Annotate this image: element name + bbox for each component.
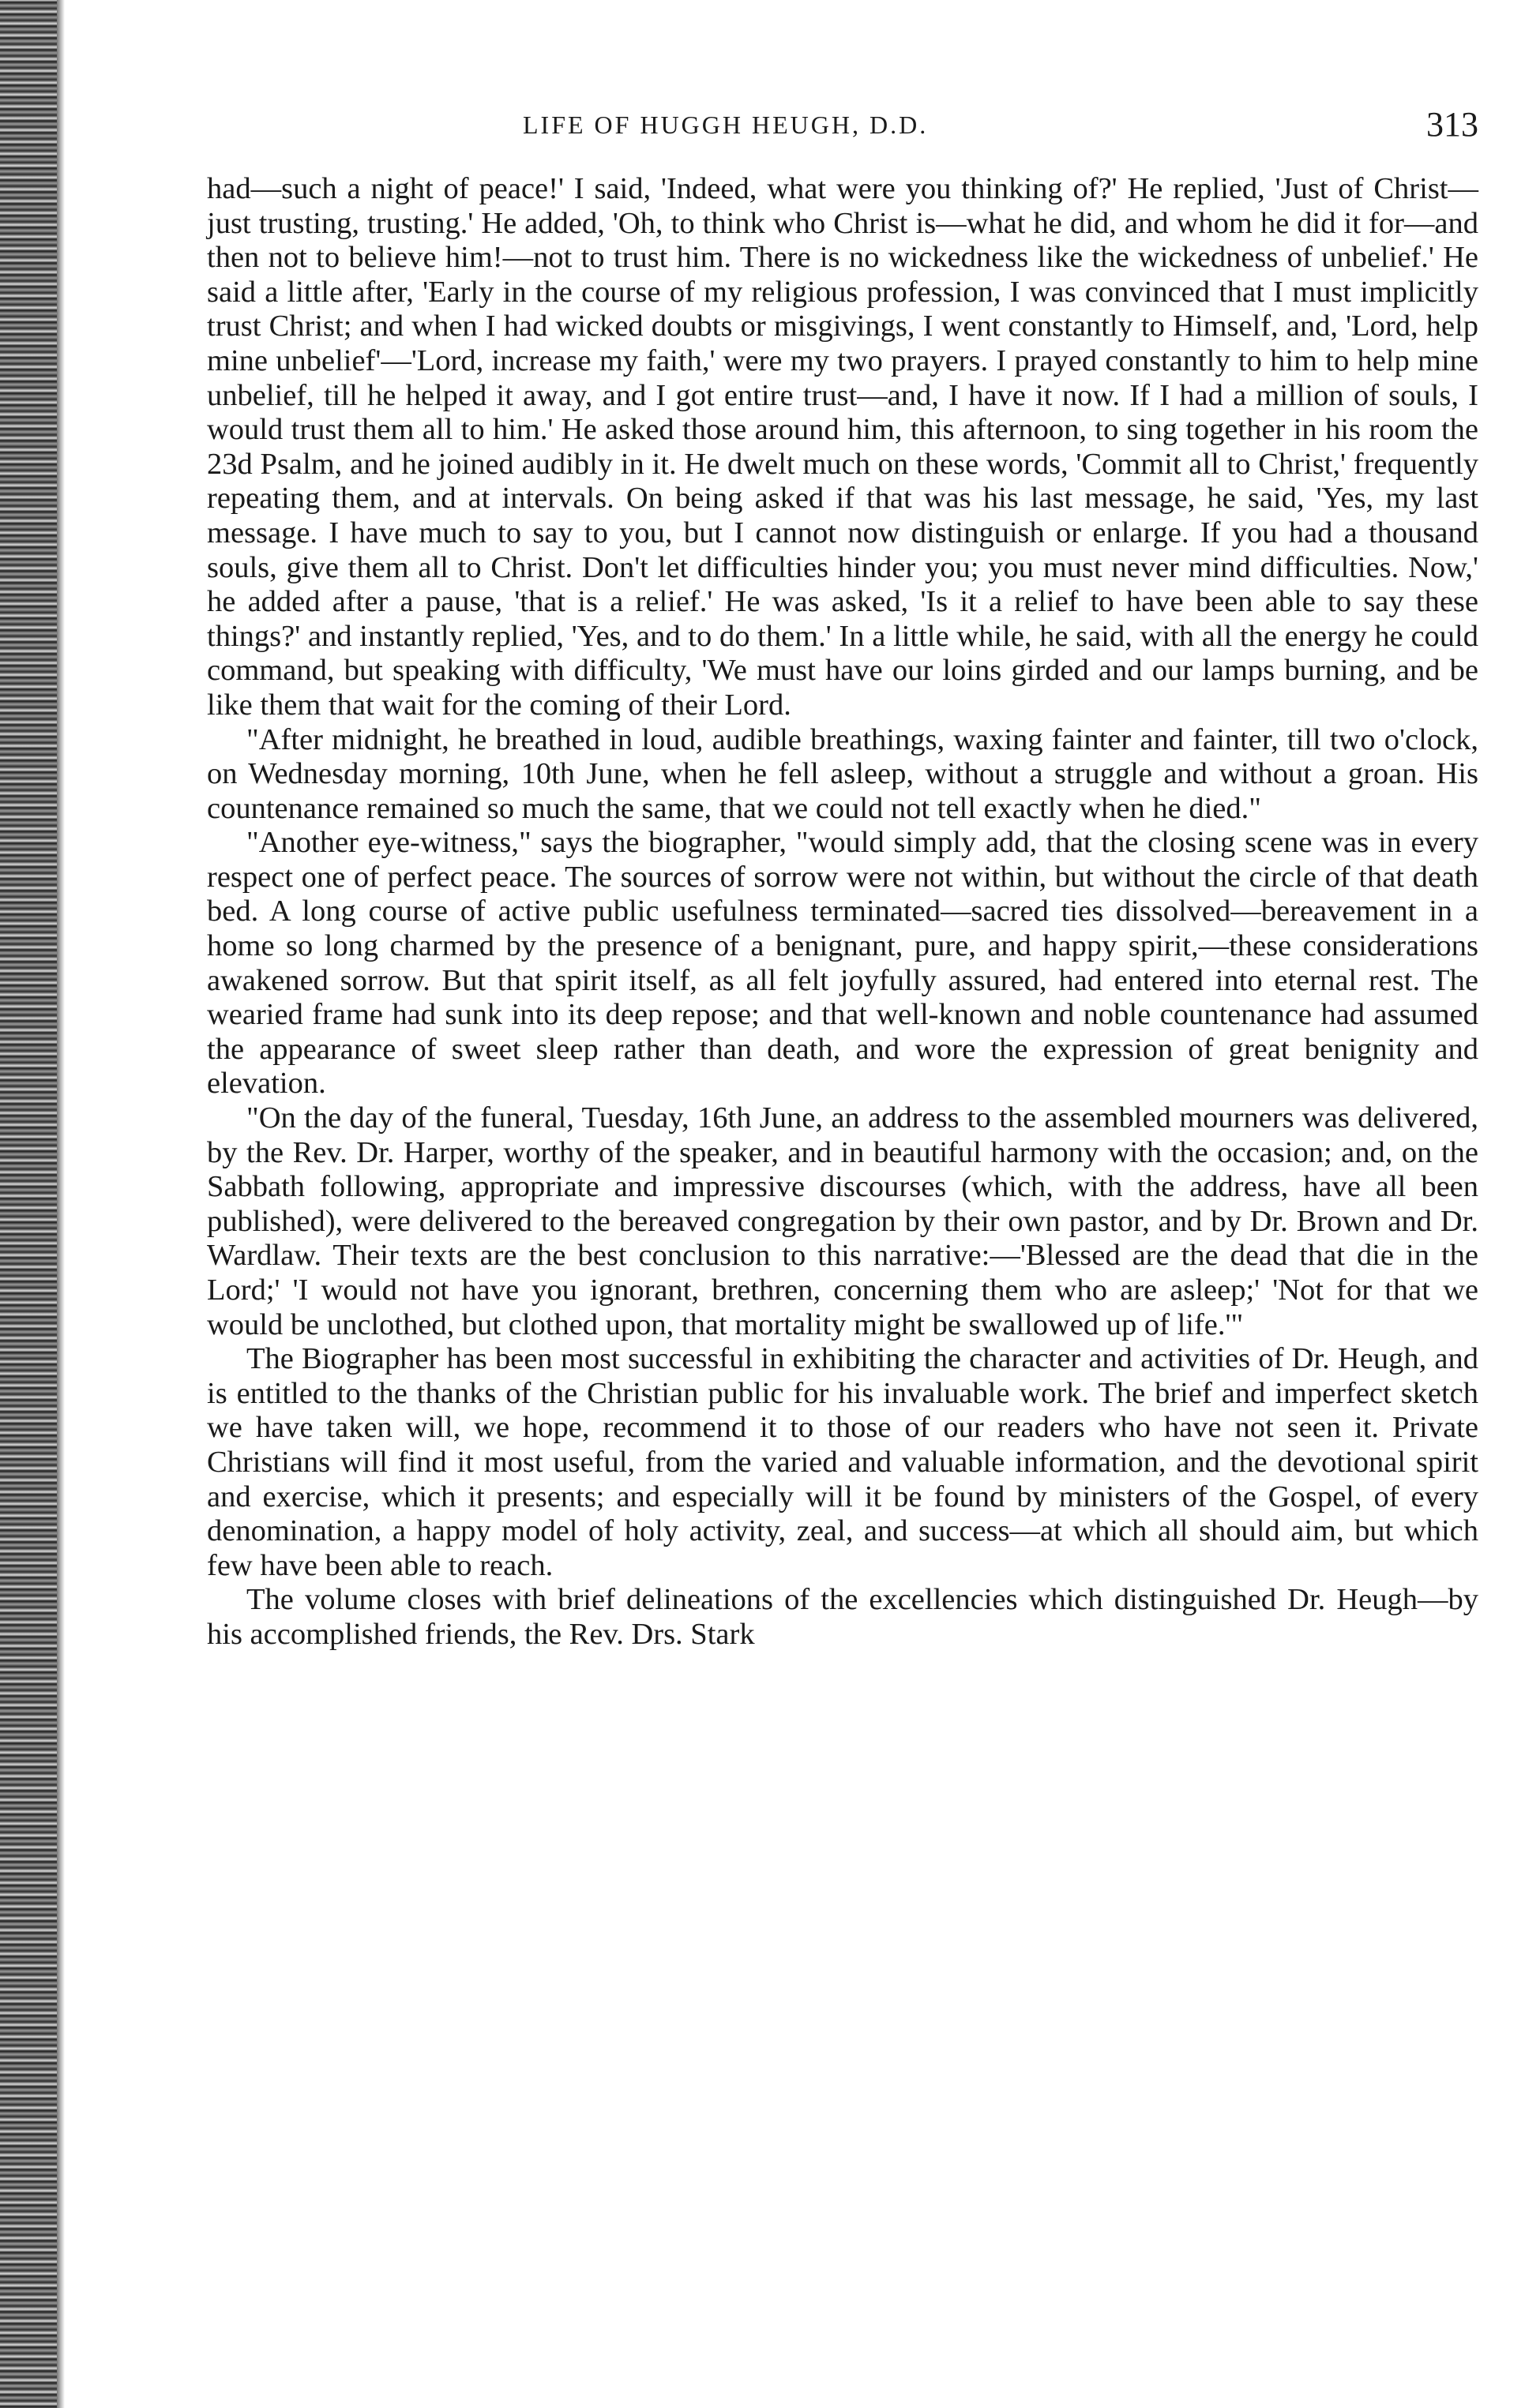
gutter-shadow (57, 0, 65, 2408)
paragraph: "Another eye-witness," says the biographer, "would simply add, that the closing scene was in every respect one of perfect peace. The sources of sorrow were not within, but without the circle of that death bed. A long course of active public usefulness terminated—sacred ties dissolved—bereavement in a home so long charmed by the presence of a benignant, pure, and happy spirit,—these considerations awakened sorrow. But that spirit itself, as all felt joyfully assured, had entered into eternal rest. The wearied frame had sunk into its deep repose; and that well-known and noble countenance had assumed the appearance of sweet sleep rather than death, and wore the expression of great benignity and elevation. (207, 826, 1478, 1101)
page-header (207, 105, 1478, 158)
paragraph: had—such a night of peace!' I said, 'Indeed, what were you thinking of?' He replied, 'Just of Christ—just trusting, trusting.' He added, 'Oh, to think who Christ is—what he did, and whom he did it for—and then not to believe him!—not to trust him. There is no wickedness like the wickedness of unbelief.' He said a little after, 'Early in the course of my religious profession, I was convinced that I must implicitly trust Christ; and when I had wicked doubts or misgivings, I went constantly to Himself, and, 'Lord, help mine unbelief'—'Lord, increase my faith,' were my two prayers. I prayed constantly to him to help mine unbelief, till he helped it away, and I got entire trust—and, I have it now. If I had a million of souls, I would trust them all to him.' He asked those around him, this afternoon, to sing together in his room the 23d Psalm, and he joined audibly in it. He dwelt much on these words, 'Commit all to Christ,' frequently repeating them, and at intervals. On being asked if that was his last message, he said, 'Yes, my last message. I have much to say to you, but I cannot now distinguish or enlarge. If you had a thousand souls, give them all to Christ. Don't let difficulties hinder you; you must never mind difficulties. Now,' he added after a pause, 'that is a relief.' He was asked, 'Is it a relief to have been able to say these things?' and instantly replied, 'Yes, and to do them.' In a little while, he said, with all the energy he could command, but speaking with difficulty, 'We must have our loins girded and our lamps burning, and be like them that wait for the coming of their Lord. (207, 172, 1478, 722)
page-number: 313 (1426, 105, 1478, 144)
paragraph: "After midnight, he breathed in loud, audible breathings, waxing fainter and fainter, till two o'clock, on Wednesday morning, 10th June, when he fell asleep, without a struggle and without a groan. His countenance remained so much the same, that we could not tell exactly when he died." (207, 722, 1478, 825)
body-text (207, 172, 1478, 1652)
paragraph: The Biographer has been most successful in exhibiting the character and activities of Dr. Heugh, and is entitled to the thanks of the Christian public for his invaluable work. The brief and imperfect sketch we have taken will, we hope, recommend it to those of our readers who have not seen it. Private Christians will find it most useful, from the varied and valuable information, and the devotional spirit and exercise, which it presents; and especially will it be found by ministers of the Gospel, of every denomination, a happy model of holy activity, zeal, and success—at which all should aim, but which few have been able to reach. (207, 1342, 1478, 1582)
running-title: LIFE OF HUGGH HEUGH, D.D. (523, 111, 929, 139)
paragraph: "On the day of the funeral, Tuesday, 16th June, an address to the assembled mourners was delivered, by the Rev. Dr. Harper, worthy of the speaker, and in beautiful harmony with the occasion; and, on the Sabbath following, appropriate and impressive discourses (which, with the address, have all been published), were delivered to the bereaved congregation by their own pastor, and by Dr. Brown and Dr. Wardlaw. Their texts are the best conclusion to this narrative:—'Blessed are the dead that die in the Lord;' 'I would not have you ignorant, brethren, concerning them who are asleep;' 'Not for that we would be unclothed, but clothed upon, that mortality might be swallowed up of life.'" (207, 1101, 1478, 1341)
paragraph: The volume closes with brief delineations of the excellencies which distinguished Dr. Heugh—by his accomplished friends, the Rev. Drs. Stark (207, 1583, 1478, 1651)
book-page (207, 0, 1478, 2408)
book-binding-edge (0, 0, 57, 2408)
